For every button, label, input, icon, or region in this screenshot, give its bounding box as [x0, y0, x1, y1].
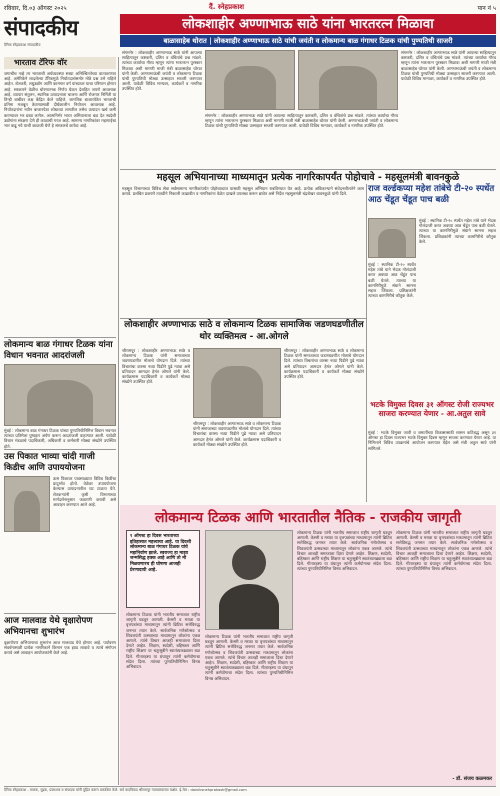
divider	[4, 613, 116, 614]
top-story-side-column: संगमनेर : लोकशाहीर अण्णाभाऊ साठे यांनी आपल्या साहित्यातून कष्टकरी, दलित व वंचितांचे प्रश्न मांडले. त्यांच्या कार्याचा गौरव म्हणून त्यांना भारतरत्न पुरस्कार मिळावा अशी मागणी माजी मंत्री बाळासाहेब थोरात यांनी केली. अण्णाभाऊंची जयंती व लोकमान्य टिळक यांची पुण्यतिथी मोठ्या उत्साहात साजरी करण्यात आली. यावेळी विविध मान्यवर, कार्यकर्ते व नागरिक उपस्थित होते.	[401, 50, 497, 82]
tilak-sathe-side-column: श्रीरामपूर : लोकशाहीर अण्णाभाऊ साठे व लोकमान्य टिळक यांनी समाजाच्या जडणघडणीत मोलाचे योगदान दिले. त्यांच्या विचारांचा वारसा नव्या पिढीने पुढे न्यावा असे प्रतिपादन आमदार हेमंत ओगले यांनी केले. कार्यक्रमास पदाधिकारी व कार्यकर्ते मोठ्या संख्येने उपस्थित होते.	[284, 348, 364, 380]
main-headline: लोकशाहीर अण्णाभाऊ साठे यांना भारतरत्न मिळावा	[120, 14, 496, 34]
nomadic-day-body: मुंबई : भटके विमुक्त जाती व जमातींच्या विकासासाठी शासन कटिबद्ध असून ३१ ऑगस्ट हा दिवस राज्यभर भटके विमुक्त दिवस म्हणून साजरा करण्यात येणार आहे. या निमित्ताने विविध उपक्रमांचे आयोजन करण्यात येईल असे मंत्री अतुल सावे यांनी सांगितले.	[368, 430, 496, 451]
divider	[4, 449, 116, 450]
nomadic-day-heading: भटके विमुक्त दिवस ३१ ऑगस्ट रोजी राज्यभर साजरा करण्यात येणार - आ.अतुल सावे	[370, 400, 494, 418]
top-story-continued: संगमनेर : लोकशाहीर अण्णाभाऊ साठे यांनी आपल्या साहित्यातून कष्टकरी, दलित व वंचितांचे प्रश्न मांडले. त्यांच्या कार्याचा गौरव म्हणून त्यांना भारतरत्न पुरस्कार मिळावा अशी मागणी माजी मंत्री बाळासाहेब थोरात यांनी केली. अण्णाभाऊंची जयंती व लोकमान्य टिळक यांची पुण्यतिथी मोठ्या उत्साहात साजरी करण्यात आली. यावेळी विविध मान्यवर, कार्यकर्ते व नागरिक उपस्थित होते.	[205, 113, 398, 129]
feature-quote: १ ऑगस्ट हा दिवस भारताच्या इतिहासात महत्त्वाचा आहे. या दिवशी लोकमान्य बाळ गंगाधर टिळक यांचे महानिर्वाण झाले. स्वराज्य हा माझा जन्मसिद्ध हक्क आहे आणि तो मी मिळवणारच ही घोषणा आजही प्रेरणादायी आहे.	[126, 530, 200, 608]
crop-pest-body: ऊस पिकावर पावसाळ्यात विविध किडींचा प्रादुर्भाव होतो. वेळेवर उपाययोजना केल्यास उत्पादनातील घट टाळता येते. शेतकऱ्यांनी कृषी विभागाच्या मार्गदर्शनानुसार फवारणी करावी असे आवाहन करण्यात आले आहे.	[53, 476, 116, 508]
feature-body-col4: लोकमान्य टिळक यांनी भारतीय समाजात राष्ट्रीय जागृती घडवून आणली. केसरी व मराठा या वृत्तपत्रांच्या माध्यमातून त्यांनी ब्रिटिश सत्तेविरुद्ध जनमत तयार केले. सार्वजनिक गणेशोत्सव व शिवजयंती उत्सवाच्या माध्यमातून लोकांना एकत्र आणले. त्यांचे विचार आजही समाजाला दिशा देणारे आहेत. शिक्षण, स्वदेशी, बहिष्कार आणि राष्ट्रीय शिक्षण या चतुःसूत्रीने स्वातंत्र्यलढ्याला बळ दिले. गीतारहस्य या ग्रंथातून त्यांनी कर्मयोगाचा संदेश दिला. त्यांच्या पुण्यतिथीनिमित्त विनम्र अभिवादन.	[396, 530, 492, 572]
top-bar	[4, 3, 496, 13]
masthead	[4, 14, 116, 54]
tree-plantation-body: वृक्षारोपण अभियानाचा शुभारंभ आज मालवाड येथे होणार आहे. पर्यावरण संवर्धनासाठी प्रत्येक नागरिकाने किमान एक झाड लावावे व त्याचे संगोपन करावे असे आवाहन आयोजकांनी केले आहे.	[4, 640, 116, 656]
cricket-body: मुंबई : स्थानिक टी-२० स्पर्धेत महेश तांबे याने भेदक गोलंदाजी करत अवघ्या आठ चेंडूंत पाच बळी घेतले. त्याच्या या कामगिरीमुळे संघाने सामना सहज जिंकला. प्रशिक्षकांनी त्याच्या कामगिरीचे कौतुक केले.	[419, 218, 496, 244]
tilak-sathe-body: श्रीरामपूर : लोकशाहीर अण्णाभाऊ साठे व लोकमान्य टिळक यांनी समाजाच्या जडणघडणीत मोलाचे योगदान दिले. त्यांच्या विचारांचा वारसा नव्या पिढीने पुढे न्यावा असे प्रतिपादन आमदार हेमंत ओगले यांनी केले. कार्यक्रमास पदाधिकारी व कार्यकर्ते मोठ्या संख्येने उपस्थित होते.	[122, 348, 190, 385]
divider	[4, 337, 116, 338]
masthead-title: संपादकीय	[4, 15, 78, 40]
event-photo-2	[298, 50, 398, 110]
feature-body-col3: लोकमान्य टिळक यांनी भारतीय समाजात राष्ट्रीय जागृती घडवून आणली. केसरी व मराठा या वृत्तपत्रांच्या माध्यमातून त्यांनी ब्रिटिश सत्तेविरुद्ध जनमत तयार केले. सार्वजनिक गणेशोत्सव व शिवजयंती उत्सवाच्या माध्यमातून लोकांना एकत्र आणले. त्यांचे विचार आजही समाजाला दिशा देणारे आहेत. शिक्षण, स्वदेशी, बहिष्कार आणि राष्ट्रीय शिक्षण या चतुःसूत्रीने स्वातंत्र्यलढ्याला बळ दिले. गीतारहस्य या ग्रंथातून त्यांनी कर्मयोगाचा संदेश दिला. त्यांच्या पुण्यतिथीनिमित्त विनम्र अभिवादन.	[297, 530, 392, 572]
feature-body-col1: लोकमान्य टिळक यांनी भारतीय समाजात राष्ट्रीय जागृती घडवून आणली. केसरी व मराठा या वृत्तपत्रांच्या माध्यमातून त्यांनी ब्रिटिश सत्तेविरुद्ध जनमत तयार केले. सार्वजनिक गणेशोत्सव व शिवजयंती उत्सवाच्या माध्यमातून लोकांना एकत्र आणले. त्यांचे विचार आजही समाजाला दिशा देणारे आहेत. शिक्षण, स्वदेशी, बहिष्कार आणि राष्ट्रीय शिक्षण या चतुःसूत्रीने स्वातंत्र्यलढ्याला बळ दिले. गीतारहस्य या ग्रंथातून त्यांनी कर्मयोगाचा संदेश दिला. त्यांच्या पुण्यतिथीनिमित्त विनम्र अभिवादन.	[126, 612, 200, 670]
revenue-campaign-heading: महसूल अभियानाच्या माध्यमातून प्रत्येक नागरिकापर्यंत पोहोचावे - महसूलमंत्री बावनकुळे	[156, 172, 460, 183]
feature-body-col2: लोकमान्य टिळक यांनी भारतीय समाजात राष्ट्रीय जागृती घडवून आणली. केसरी व मराठा या वृत्तपत्रांच्या माध्यमातून त्यांनी ब्रिटिश सत्तेविरुद्ध जनमत तयार केले. सार्वजनिक गणेशोत्सव व शिवजयंती उत्सवाच्या माध्यमातून लोकांना एकत्र आणले. त्यांचे विचार आजही समाजाला दिशा देणारे आहेत. शिक्षण, स्वदेशी, बहिष्कार आणि राष्ट्रीय शिक्षण या चतुःसूत्रीने स्वातंत्र्यलढ्याला बळ दिले. गीतारहस्य या ग्रंथातून त्यांनी कर्मयोगाचा संदेश दिला. त्यांच्या पुण्यतिथीनिमित्त विनम्र अभिवादन.	[205, 634, 293, 681]
cricket-body-continued: मुंबई : स्थानिक टी-२० स्पर्धेत महेश तांबे याने भेदक गोलंदाजी करत अवघ्या आठ चेंडूंत पाच बळी घेतले. त्याच्या या कामगिरीमुळे संघाने सामना सहज जिंकला. प्रशिक्षकांनी त्याच्या कामगिरीचे कौतुक केले.	[368, 262, 416, 299]
cricket-photo	[368, 218, 416, 258]
lokmanya-heading: लोकमान्य बाळ गंगाधर टिळक यांना विधान भवनात आदरांजली	[4, 340, 113, 361]
sub-headline: बाळासाहेब थोरात | लोकशाहीर अण्णाभाऊ साठे यांची जयंती व लोकमान्य बाळ गंगाधर टिळक यांची पुण्यतिथी साजरी	[120, 35, 496, 47]
editorial-body: जगाचीच नव्हे तर भारताची अर्थव्यवस्था सध्या अनिश्चिततेच्या वातावरणात आहे. अमेरिकेने लादलेल्या टॅरिफमुळे निर्यातदारांसमोर मोठे प्रश्न उभे राहिले आहेत. शेतकरी, लघुउद्योग आणि कामगार वर्ग यांच्यावर याचा परिणाम होणार आहे. सरकारने वेळीच धोरणात्मक निर्णय घेऊन देशहित जपणे आवश्यक आहे. व्यापार संतुलन, स्थानिक उत्पादनाला चालना आणि रोजगार निर्मिती या तिन्ही बाबींवर लक्ष केंद्रित केले पाहिजे. जागतिक बाजारपेठेत भारताची प्रतिमा मजबूत ठेवण्यासाठी दीर्घकालीन नियोजन आवश्यक आहे. निर्यातदारांना नवीन बाजारपेठा शोधाव्या लागतील तसेच उत्पादन खर्च कमी करण्यावर भर द्यावा लागेल. आत्मनिर्भर भारत अभियानाला बळ देत स्वदेशी उद्योगांना संरक्षण देणे ही काळाची गरज आहे. सामान्य नागरिकांवर महागाईचा भार वाढू नये याची काळजी घेणे हे सरकारचे कर्तव्य आहे.	[4, 71, 116, 129]
masthead-subtitle: दैनिक स्नेहप्रकाश संपादकीय	[4, 43, 41, 47]
feature-heading: लोकमान्य टिळक आणि भारतातील नैतिक - राजकीय जागृती	[155, 510, 461, 526]
cricket-heading: राज वर्ल्डकप्या महेश तांबेचे टी-२० स्पर्धेत आठ चेंडूत चेंडूत पाच बळी	[368, 184, 495, 205]
tilak-portrait	[205, 530, 293, 630]
event-photo-1	[205, 50, 295, 110]
tilak-event-photo	[193, 348, 281, 418]
revenue-campaign-body: महसूल विभागाच्या विविध सेवा सर्वसामान्य नागरिकांपर्यंत पोहोचाव्यात यासाठी महसूल अभियान राबविण्यात येत आहे. प्रत्येक अधिकाऱ्याने संवेदनशीलतेने काम करावे. प्रलंबित प्रकरणे तातडीने निकाली काढावीत व नागरिकांना वेळेत दाखले उपलब्ध करून द्यावेत असे निर्देश महसूलमंत्री चंद्रशेखर बावनकुळे यांनी दिले.	[122, 186, 364, 197]
top-story-body: संगमनेर : लोकशाहीर अण्णाभाऊ साठे यांनी आपल्या साहित्यातून कष्टकरी, दलित व वंचितांचे प्रश्न मांडले. त्यांच्या कार्याचा गौरव म्हणून त्यांना भारतरत्न पुरस्कार मिळावा अशी मागणी माजी मंत्री बाळासाहेब थोरात यांनी केली. अण्णाभाऊंची जयंती व लोकमान्य टिळक यांची पुण्यतिथी मोठ्या उत्साहात साजरी करण्यात आली. यावेळी विविध मान्यवर, कार्यकर्ते व नागरिक उपस्थित होते.	[122, 50, 202, 92]
editorial-heading: भारताव टॅरिफ वॉर	[4, 57, 116, 69]
crop-photo	[4, 476, 50, 532]
column-rule	[118, 57, 119, 785]
tilak-sathe-heading: लोकशाहीर अण्णाभाऊ साठे व लोकमान्य टिळक सामाजिक जडणघडणीतील थोर व्यक्तिमत्व - आ.ओगले	[124, 320, 364, 342]
tribute-photo	[4, 364, 116, 426]
page-number: पान नं ५	[477, 5, 496, 12]
paper-name: दैं. स्नेहप्रकाश	[209, 3, 245, 11]
tilak-sathe-body-continued: श्रीरामपूर : लोकशाहीर अण्णाभाऊ साठे व लोकमान्य टिळक यांनी समाजाच्या जडणघडणीत मोलाचे योगदान दिले. त्यांच्या विचारांचा वारसा नव्या पिढीने पुढे न्यावा असे प्रतिपादन आमदार हेमंत ओगले यांनी केले. कार्यक्रमास पदाधिकारी व कार्यकर्ते मोठ्या संख्येने उपस्थित होते.	[193, 421, 281, 447]
lokmanya-body: मुंबई : लोकमान्य बाळ गंगाधर टिळक यांच्या पुण्यतिथीनिमित्त विधान भवनात त्यांच्या प्रतिमेला पुष्पहार अर्पण करून आदरांजली वाहण्यात आली. यावेळी विधान मंडळाचे पदाधिकारी, अधिकारी व कर्मचारी मोठ्या संख्येने उपस्थित होते.	[4, 428, 116, 449]
issue-date: रविवार, दि.०३ ऑगस्ट २०२५	[4, 5, 67, 12]
feature-author: - डॉ. संजय कळमकर	[452, 776, 492, 782]
imprint-footer: दैनिक स्नेहप्रकाश - मालक, मुद्रक, प्रकाशक व संपादक यांनी मुद्रित करून प्रकाशित केले. सर्व वादविवाद श्रीरामपूर न्यायालयाच्या कक्षेत. ई-मेल : dainiksnehprakash@gmail.com	[4, 786, 496, 796]
tree-plantation-heading: आज मालवाड येथे वृक्षारोपण अभियानचा शुभारंभ	[4, 616, 93, 637]
crop-pest-heading: उस पिकात भाव्या चांदी गाजी किडीच आणि उपाययोजना	[4, 452, 95, 473]
